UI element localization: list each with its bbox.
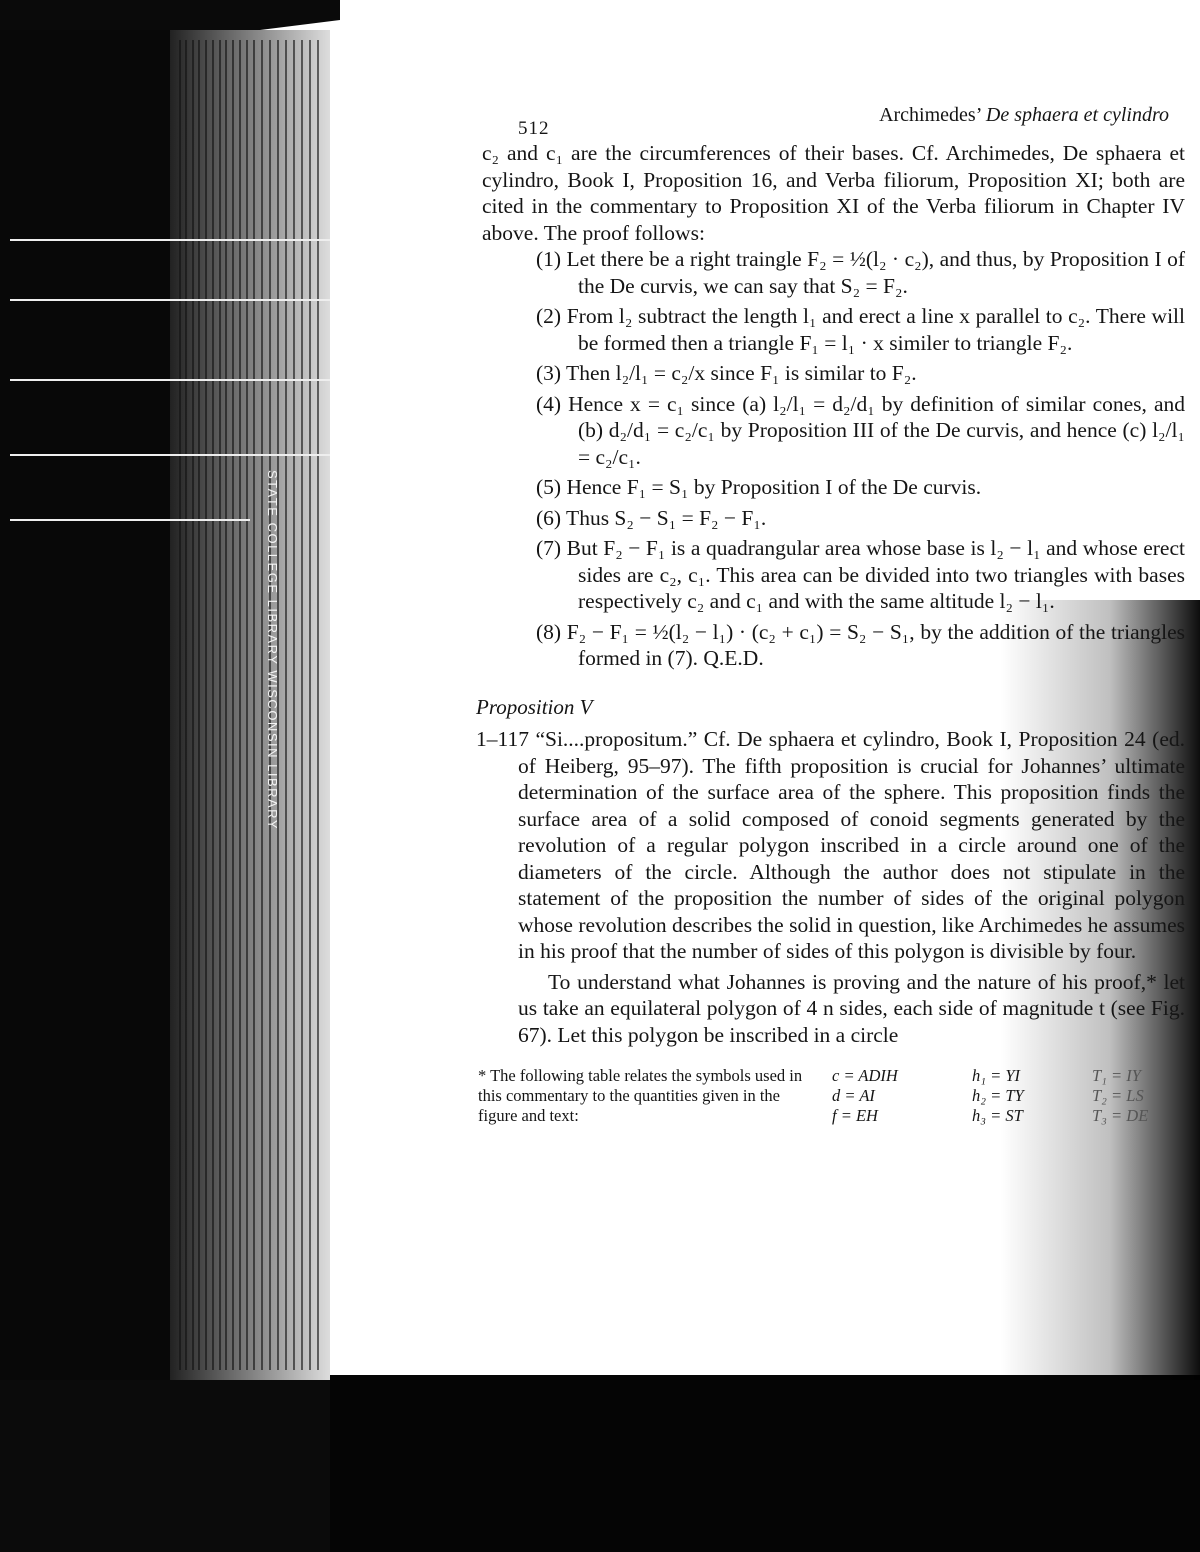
proof-step: (2) From l₂ subtract the length l₁ and erect a line x parallel to c₂. There will be formed then a triangle F₁ = l₁ · x similer to triangle F₂.: [536, 304, 1185, 355]
proof-step: (8) F₂ − F₁ = ½(l₂ − l₁) · (c₂ + c₁) = S₂ − S₁, by the addition of the triangles formed in (7). Q.E.D.: [536, 619, 1185, 670]
intro-paragraph: c₂ and c₁ are the circumferences of their bases. Cf. Archimedes, De sphaera et cylindro, Book I, Proposition 16, and Verba filiorum, Proposition XI; both are cited in the commentary to Proposition XI of the Verba filiorum in Chapter IV above. The proof follows:: [482, 141, 1185, 245]
proof-step: (7) But F₂ − F₁ is a quadrangular area whose base is l₂ − l₁ and whose erect sides are c₂, c₁. This area can be divided into two triangles with bases respectively c₂ and c₁ and with the same altitude l₂ − l₁.: [536, 536, 1185, 613]
proof-step: (6) Thus S₂ − S₁ = F₂ − F₁.: [536, 505, 767, 530]
section-heading: Proposition V: [476, 694, 593, 719]
commentary-paragraph: 1–117 “Si....propositum.” Cf. De sphaera et cylindro, Book I, Proposition 24 (ed. of Heiberg, 95–97). The fifth proposition is crucial for Johannes’ ultimate determination of the surface area of the sphere. This proposition finds the surface area of a solid composed of conoid segments generated by the revolution of a regular polygon inscribed in a circle around one of the diameters of the circle. Although the author does not stipulate in the statement of the proposition the number of sides of the original polygon whose revolution describes the solid in question, like Archimedes he assumes in his proof that the number of sides of this polygon is divisible by four.: [476, 727, 1185, 963]
footnote-symbols-col3: T₁ = IY T₂ = LS T₃ = DE: [1092, 1066, 1149, 1125]
footnote-symbols-col1: c = ADIH d = AI f = EH: [832, 1066, 898, 1125]
running-title: Archimedes’ De sphaera et cylindro: [879, 104, 1169, 126]
second-paragraph: To understand what Johannes is proving and the nature of his proof,* let us take an equilateral polygon of 4 n sides, each side of magnitude t (see Fig. 67). Let this polygon be inscribed in a circle: [518, 969, 1185, 1047]
page-stack: [170, 30, 330, 1380]
proof-step: (3) Then l₂/l₁ = c₂/x since F₁ is similar to F₂.: [536, 361, 917, 385]
running-head: [470, 100, 1185, 140]
page-bottom-dark: [330, 1375, 1200, 1552]
proof-step: (4) Hence x = c₁ since (a) l₂/l₁ = d₂/d₁ by definition of similar cones, and (b) d₂/d₁ = c₂/c₁ by Proposition III of the De curvis, and hence (c) l₂/l₁ = c₂/c₁.: [536, 391, 1185, 469]
footnote-symbols-col2: h₁ = YI h₂ = TY h₃ = ST: [972, 1066, 1024, 1125]
footnote: [478, 1066, 1185, 1126]
proof-step: (1) Let there be a right traingle F₂ = ½(l₂ · c₂), and thus, by Proposition I of the De curvis, we can say that S₂ = F₂.: [536, 247, 1185, 298]
page-body: [470, 100, 1185, 1126]
spine-label: STATE COLLEGE LIBRARY WISCONSIN LIBRARY: [265, 470, 280, 830]
footnote-text: * The following table relates the symbols used in this commentary to the quantities given in the figure and text:: [478, 1066, 803, 1125]
lower-left-dark: [0, 1380, 340, 1552]
proof-steps: [470, 246, 1185, 672]
scanner-left-dark: [0, 30, 170, 1552]
proof-step: (5) Hence F₁ = S₁ by Proposition I of the De curvis.: [536, 475, 982, 499]
page-number: 512: [518, 118, 550, 139]
